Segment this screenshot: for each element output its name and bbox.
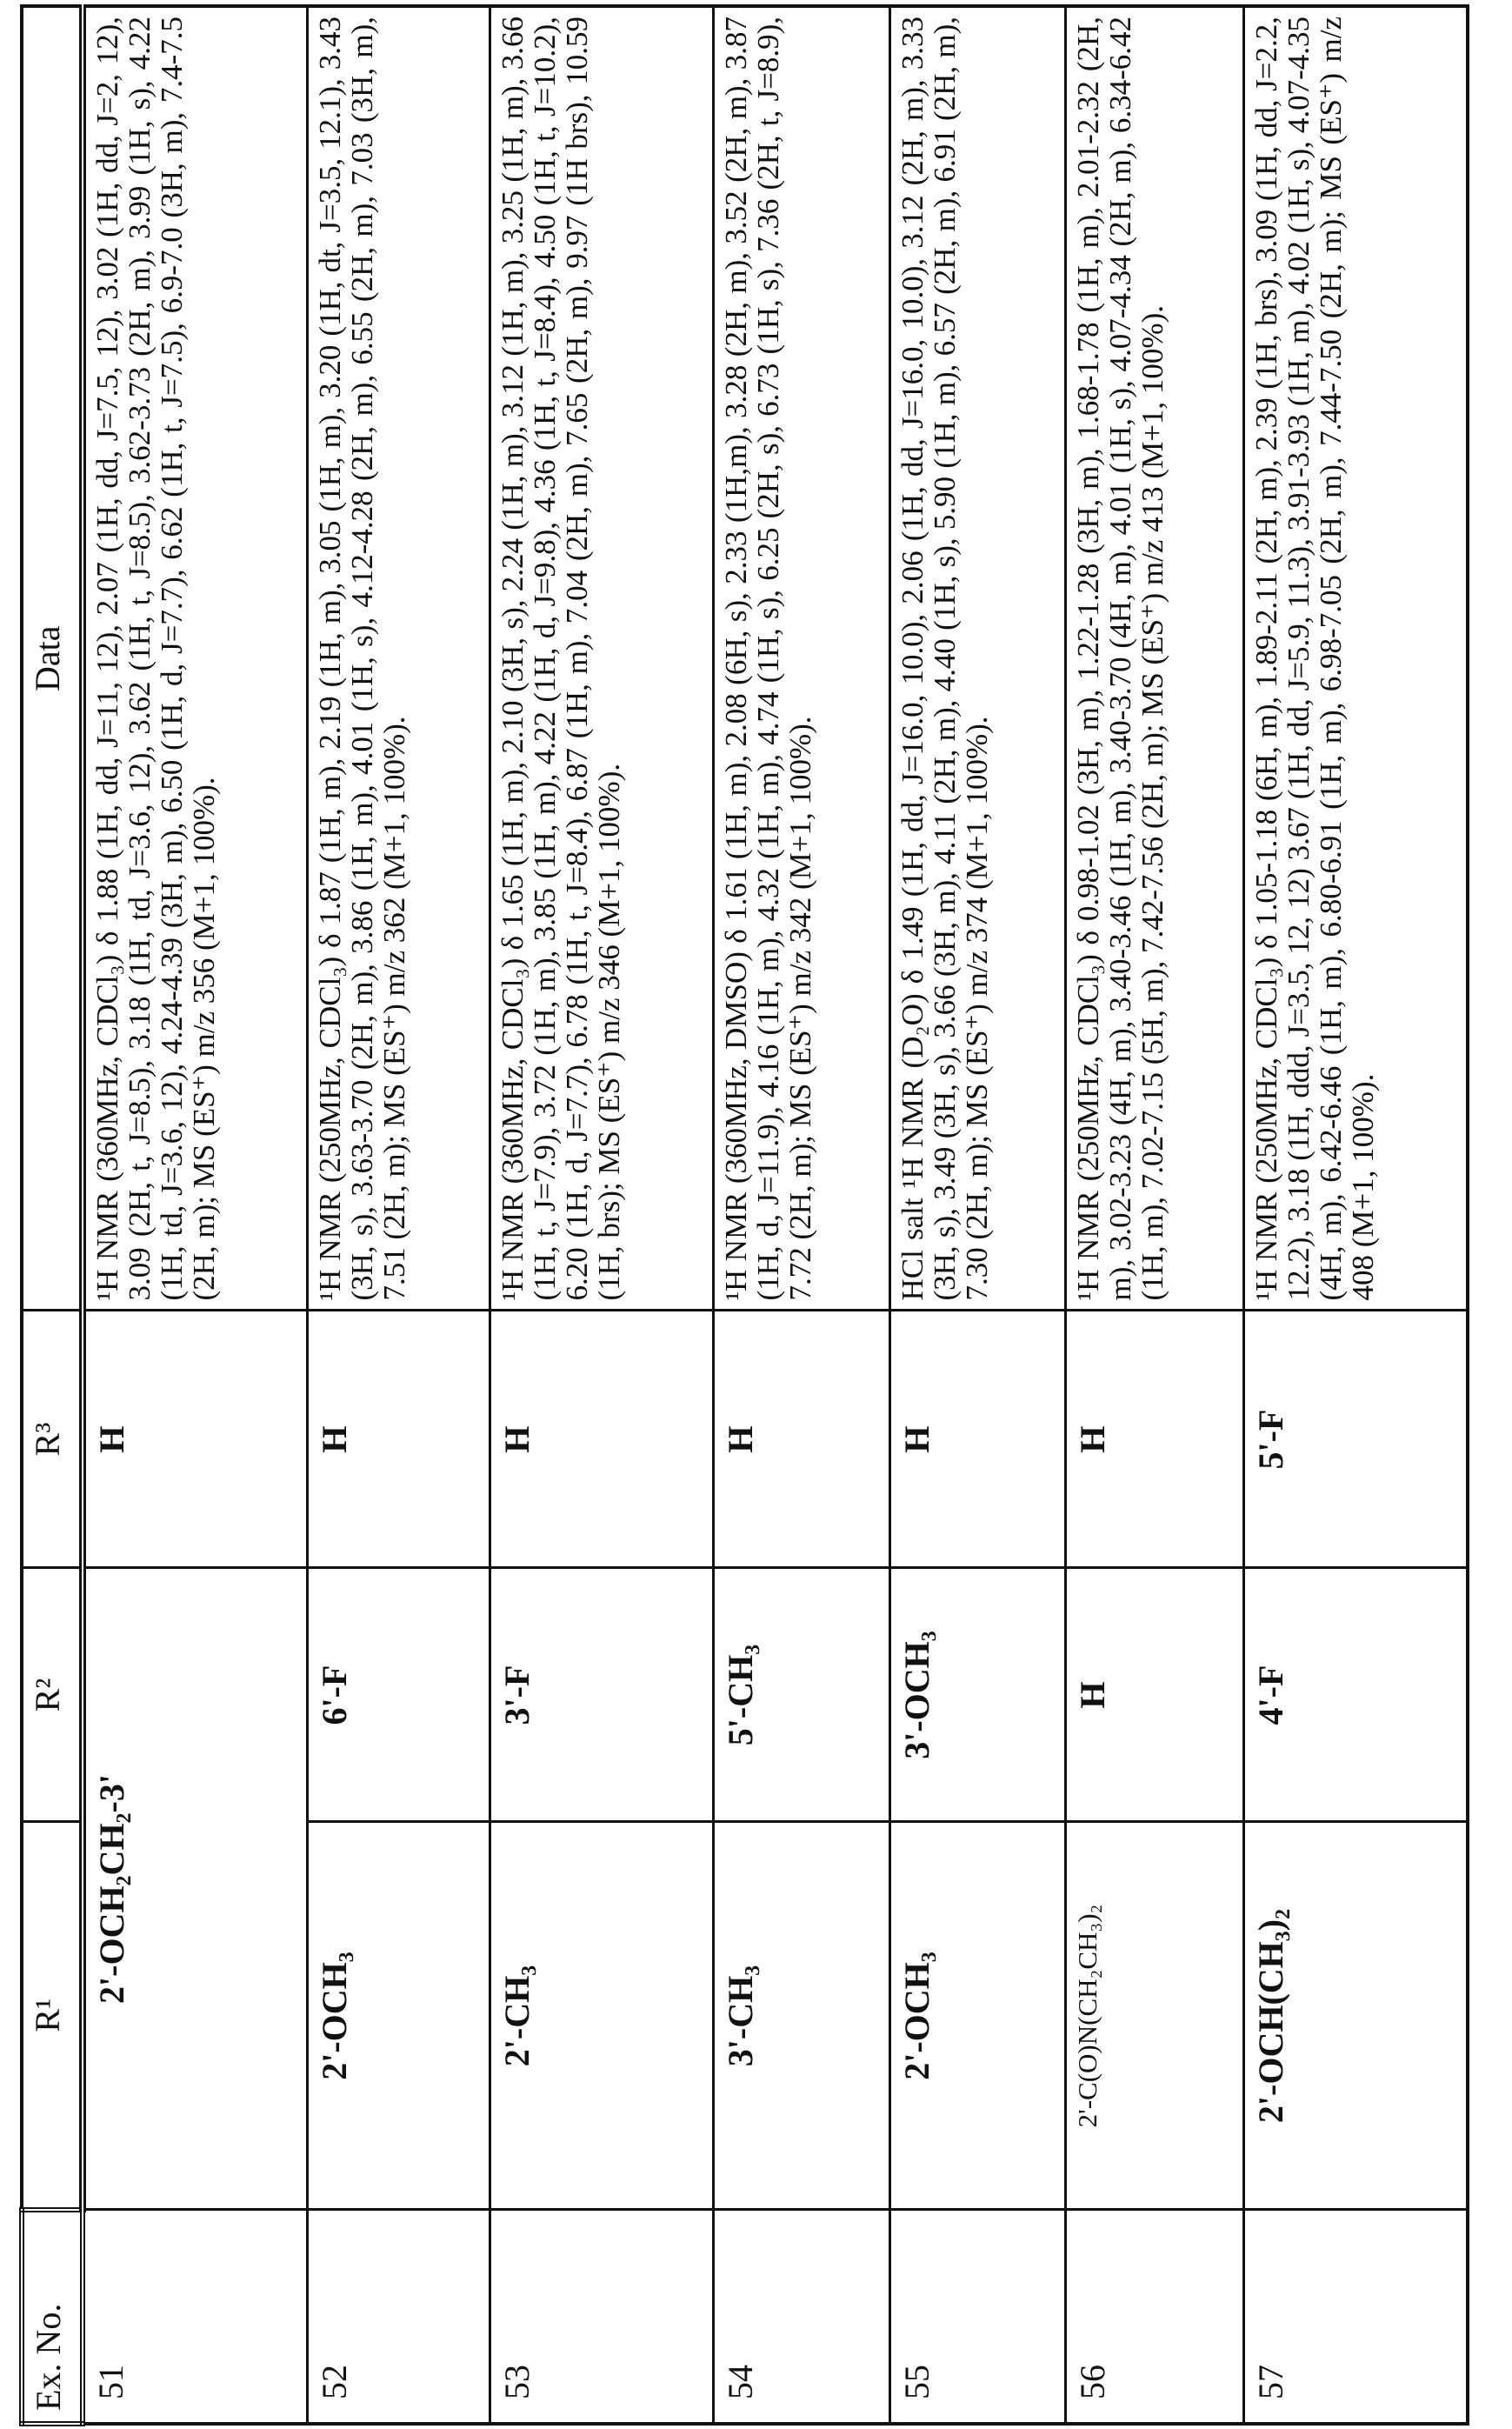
ex-no-cell: 57: [1243, 2210, 1468, 2424]
header-r3: R³: [22, 1311, 83, 1568]
r2-cell: H: [1065, 1568, 1243, 1822]
data-cell: ¹H NMR (360MHz, CDCl₃) δ 1.65 (1H, m), 2.10 (3H, s), 2.24 (1H, m), 3.12 (1H, m), 3.25 (1H, m), 3.66 (1H, t, J=7.9), 3.72 (1H, m), 3.85 (1H, m), 4.22 (1H, d, J=9.8), 4.36 (1H, t, J=8.4), 4.50 (1H, t, J=10.2), 6.20 (1H, d, J=7.7), 6.78 (1H, t, J=8.4), 6.87 (1H, m), 7.04 (2H, m), 7.65 (2H, m), 9.97 (1H brs), 10.59 (1H, brs); MS (ES⁺) m/z 346 (M+1, 100%).: [490, 6, 713, 1311]
r2-cell: 3'-F: [490, 1568, 713, 1822]
r2-cell: 3'-OCH₃: [889, 1568, 1065, 1822]
r3-cell: H: [83, 1311, 307, 1568]
ex-no-cell: 55: [889, 2210, 1065, 2424]
r1-cell: 3'-CH₃: [713, 1822, 889, 2210]
r1-cell: 2'-C(O)N(CH₂CH₃)₂: [1065, 1822, 1243, 2210]
ex-no-cell: 52: [307, 2210, 490, 2424]
header-data: Data: [22, 6, 83, 1311]
header-r2: R²: [22, 1568, 83, 1822]
ex-no-cell: 53: [490, 2210, 713, 2424]
data-cell: ¹H NMR (250MHz, CDCl₃) δ 1.87 (1H, m), 2.19 (1H, m), 3.05 (1H, m), 3.20 (1H, dt, J=3.5, 12.1), 3.43 (3H, s), 3.63-3.70 (2H, m), 3.86 (1H, m), 4.01 (1H, s), 4.12-4.28 (2H, m), 6.55 (2H, m), 7.03 (3H, m), 7.51 (2H, m); MS (ES⁺) m/z 362 (M+1, 100%).: [307, 6, 490, 1311]
r1-cell: 2'-OCH₃: [307, 1822, 490, 2210]
header-ex-no: Ex. No.: [22, 2210, 83, 2424]
r1-cell: 2'-OCH(CH₃)₂: [1243, 1822, 1468, 2210]
table-row: [1065, 6, 1243, 2424]
ex-no-cell: 54: [713, 2210, 889, 2424]
table-row: [713, 6, 889, 2424]
table-row: [307, 6, 490, 2424]
ex-no-cell: 56: [1065, 2210, 1243, 2424]
ex-no-cell: 51: [83, 2210, 307, 2424]
r2-cell: 5'-CH₃: [713, 1568, 889, 1822]
r1-r2-cell: 2'-OCH₂CH₂-3': [83, 1568, 307, 2210]
table-row: [1243, 6, 1468, 2424]
r3-cell: H: [713, 1311, 889, 1568]
data-cell: ¹H NMR (250MHz, CDCl₃) δ 1.05-1.18 (6H, m), 1.89-2.11 (2H, m), 2.39 (1H, brs), 3.09 (1H, dd, J=2.2, 12.2), 3.18 (1H, ddd, J=3.5, 12, 12) 3.67 (1H, dd, J=5.9, 11.3), 3.91-3.93 (1H, m), 4.02 (1H, s), 4.07-4.35 (4H, m), 6.42-6.46 (1H, m), 6.80-6.91 (1H, m), 6.98-7.05 (2H, m), 7.44-7.50 (2H, m); MS (ES⁺) m/z 408 (M+1, 100%).: [1243, 6, 1468, 1311]
r3-cell: H: [1065, 1311, 1243, 1568]
data-cell: ¹H NMR (360MHz, CDCl₃) δ 1.88 (1H, dd, J=11, 12), 2.07 (1H, dd, J=7.5, 12), 3.02 (1H, dd, J=2, 12), 3.09 (2H, t, J=8.5), 3.18 (1H, td, J=3.6, 12), 3.62 (1H, t, J=8.5), 3.62-3.73 (2H, m), 3.99 (1H, s), 4.22 (1H, td, J=3.6, 12), 4.24-4.39 (3H, m), 6.50 (1H, d, J=7.7), 6.62 (1H, t, J=7.5), 6.9-7.0 (3H, m), 7.4-7.5 (2H, m); MS (ES⁺) m/z 356 (M+1, 100%).: [83, 6, 307, 1311]
data-cell: ¹H NMR (360MHz, DMSO) δ 1.61 (1H, m), 2.08 (6H, s), 2.33 (1H,m), 3.28 (2H, m), 3.52 (2H, m), 3.87 (1H, d, J=11.9), 4.16 (1H, m), 4.32 (1H, m), 4.74 (1H, s), 6.25 (2H, s), 6.73 (1H, s), 7.36 (2H, t, J=8.9), 7.72 (2H, m); MS (ES⁺) m/z 342 (M+1, 100%).: [713, 6, 889, 1311]
r1-cell: 2'-OCH₃: [889, 1822, 1065, 2210]
r1-cell: 2'-CH₃: [490, 1822, 713, 2210]
header-row: [22, 6, 83, 2424]
r2-cell: 6'-F: [307, 1568, 490, 1822]
r3-cell: H: [490, 1311, 713, 1568]
nmr-data-table: [19, 4, 1469, 2426]
rotated-table-page: [19, 9, 1466, 2426]
data-cell: HCl salt ¹H NMR (D₂O) δ 1.49 (1H, dd, J=16.0, 10.0), 2.06 (1H, dd, J=16.0, 10.0), 3.12 (2H, m), 3.33 (3H, s), 3.49 (3H, s), 3.66 (3H, m), 4.11 (2H, m), 4.40 (1H, s), 5.90 (1H, m), 6.57 (2H, m), 6.91 (2H, m), 7.30 (2H, m); MS (ES⁺) m/z 374 (M+1, 100%).: [889, 6, 1065, 1311]
r2-cell: 4'-F: [1243, 1568, 1468, 1822]
table-row: [83, 6, 307, 2424]
data-cell: ¹H NMR (250MHz, CDCl₃) δ 0.98-1.02 (3H, m), 1.22-1.28 (3H, m), 1.68-1.78 (1H, m), 2.01-2.32 (2H, m), 3.02-3.23 (4H, m), 3.40-3.46 (1H, m), 3.40-3.70 (4H, m), 4.01 (1H, s), 4.07-4.34 (2H, m), 6.34-6.42 (1H, m), 7.02-7.15 (5H, m), 7.42-7.56 (2H, m); MS (ES⁺) m/z 413 (M+1, 100%).: [1065, 6, 1243, 1311]
r3-cell: 5'-F: [1243, 1311, 1468, 1568]
table-row: [889, 6, 1065, 2424]
table-row: [490, 6, 713, 2424]
r3-cell: H: [307, 1311, 490, 1568]
header-r1: R¹: [22, 1822, 83, 2210]
r3-cell: H: [889, 1311, 1065, 1568]
